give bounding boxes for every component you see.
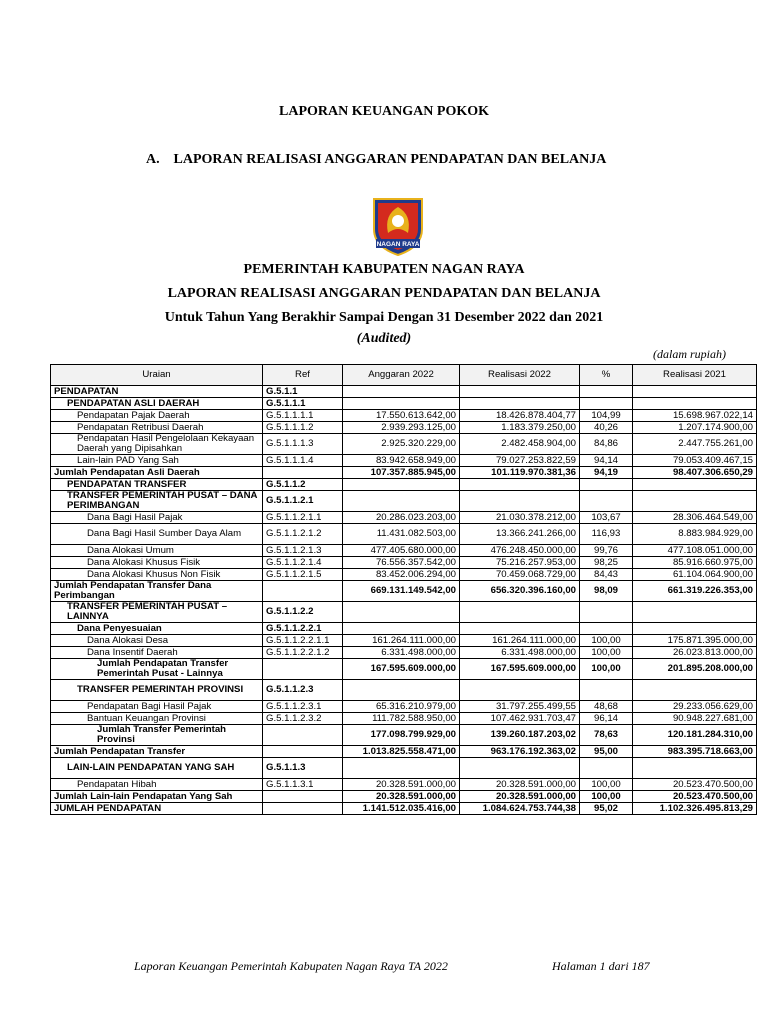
table-row	[51, 635, 757, 647]
table-row	[51, 410, 757, 422]
cell-ref: G.5.1.1.2.1.5	[263, 569, 343, 581]
cell-realisasi-2022: 963.176.192.363,02	[460, 746, 580, 758]
cell-uraian: TRANSFER PEMERINTAH PUSAT – DANA PERIMBANGAN	[51, 491, 263, 512]
cell-realisasi-2021: 661.319.226.353,00	[633, 581, 757, 602]
cell-realisasi-2022: 101.119.970.381,36	[460, 467, 580, 479]
table-row	[51, 467, 757, 479]
cell-realisasi-2021: 28.306.464.549,00	[633, 512, 757, 524]
cell-percent: 100,00	[580, 635, 633, 647]
cell-uraian: PENDAPATAN ASLI DAERAH	[51, 398, 263, 410]
cell-percent: 94,19	[580, 467, 633, 479]
cell-percent: 95,02	[580, 803, 633, 815]
table-row	[51, 557, 757, 569]
footer-text: Laporan Keuangan Pemerintah Kabupaten Nagan Raya TA 2022	[134, 959, 448, 973]
header-ref: Ref	[263, 365, 343, 386]
cell-ref	[263, 467, 343, 479]
cell-percent	[580, 623, 633, 635]
header-uraian: Uraian	[51, 365, 263, 386]
table-row	[51, 524, 757, 545]
cell-uraian: Dana Penyesuaian	[51, 623, 263, 635]
cell-percent: 48,68	[580, 701, 633, 713]
table-row	[51, 623, 757, 635]
cell-percent: 103,67	[580, 512, 633, 524]
cell-anggaran-2022: 11.431.082.503,00	[343, 524, 460, 545]
cell-ref: G.5.1.1.1.3	[263, 434, 343, 455]
cell-anggaran-2022: 65.316.210.979,00	[343, 701, 460, 713]
header-realisasi-2022: Realisasi 2022	[460, 365, 580, 386]
cell-percent: 100,00	[580, 791, 633, 803]
cell-ref: G.5.1.1.2.2.1	[263, 623, 343, 635]
cell-percent	[580, 758, 633, 779]
cell-percent: 95,00	[580, 746, 633, 758]
cell-uraian: Jumlah Pendapatan Transfer	[51, 746, 263, 758]
cell-realisasi-2022	[460, 758, 580, 779]
table-row	[51, 647, 757, 659]
cell-anggaran-2022: 83.942.658.949,00	[343, 455, 460, 467]
cell-realisasi-2022: 2.482.458.904,00	[460, 434, 580, 455]
cell-ref: G.5.1.1.2.1.2	[263, 524, 343, 545]
cell-percent: 94,14	[580, 455, 633, 467]
cell-anggaran-2022	[343, 479, 460, 491]
document-heading: LAPORAN KEUANGAN POKOK	[279, 104, 489, 119]
cell-uraian: Jumlah Lain-lain Pendapatan Yang Sah	[51, 791, 263, 803]
header-percent: %	[580, 365, 633, 386]
table-row	[51, 713, 757, 725]
table-body	[51, 386, 757, 815]
cell-uraian: JUMLAH PENDAPATAN	[51, 803, 263, 815]
report-period: Untuk Tahun Yang Berakhir Sampai Dengan 31 Desember 2022 dan 2021	[164, 310, 604, 325]
cell-realisasi-2022: 79.027.253.822,59	[460, 455, 580, 467]
cell-percent: 98,25	[580, 557, 633, 569]
cell-realisasi-2022: 1.183.379.250,00	[460, 422, 580, 434]
cell-anggaran-2022: 20.328.591.000,00	[343, 779, 460, 791]
table-row	[51, 398, 757, 410]
page-number: Halaman 1 dari 187	[552, 959, 650, 973]
table-row	[51, 803, 757, 815]
table-row	[51, 659, 757, 680]
cell-anggaran-2022: 111.782.588.950,00	[343, 713, 460, 725]
cell-realisasi-2022: 107.462.931.703,47	[460, 713, 580, 725]
table-row	[51, 581, 757, 602]
cell-ref: G.5.1.1.2.1.3	[263, 545, 343, 557]
cell-realisasi-2021	[633, 602, 757, 623]
cell-uraian: Lain-lain PAD Yang Sah	[51, 455, 263, 467]
cell-anggaran-2022: 6.331.498.000,00	[343, 647, 460, 659]
table-row	[51, 545, 757, 557]
cell-ref: G.5.1.1.1.1	[263, 410, 343, 422]
cell-anggaran-2022: 76.556.357.542,00	[343, 557, 460, 569]
table-row	[51, 725, 757, 746]
cell-ref	[263, 725, 343, 746]
cell-realisasi-2022: 70.459.068.729,00	[460, 569, 580, 581]
cell-uraian: Pendapatan Hasil Pengelolaan Kekayaan Daerah yang Dipisahkan	[51, 434, 263, 455]
cell-realisasi-2021	[633, 386, 757, 398]
cell-realisasi-2022	[460, 479, 580, 491]
table-row	[51, 602, 757, 623]
cell-percent: 98,09	[580, 581, 633, 602]
table-row	[51, 701, 757, 713]
cell-realisasi-2021: 15.698.967.022,14	[633, 410, 757, 422]
table-row	[51, 569, 757, 581]
cell-ref: G.5.1.1.2.2	[263, 602, 343, 623]
cell-percent	[580, 398, 633, 410]
cell-percent	[580, 602, 633, 623]
table-row	[51, 434, 757, 455]
cell-realisasi-2021: 20.523.470.500,00	[633, 791, 757, 803]
cell-realisasi-2022	[460, 491, 580, 512]
cell-uraian: LAIN-LAIN PENDAPATAN YANG SAH	[51, 758, 263, 779]
table-row	[51, 746, 757, 758]
table-row	[51, 455, 757, 467]
cell-ref: G.5.1.1.2	[263, 479, 343, 491]
table-row	[51, 479, 757, 491]
cell-realisasi-2022	[460, 623, 580, 635]
cell-realisasi-2021	[633, 491, 757, 512]
cell-ref: G.5.1.1.2.3.1	[263, 701, 343, 713]
cell-realisasi-2021: 477.108.051.000,00	[633, 545, 757, 557]
cell-realisasi-2022: 13.366.241.266,00	[460, 524, 580, 545]
cell-ref: G.5.1.1.3	[263, 758, 343, 779]
cell-uraian: Dana Bagi Hasil Sumber Daya Alam	[51, 524, 263, 545]
logo-text: NAGAN RAYA	[376, 241, 420, 248]
cell-percent: 100,00	[580, 659, 633, 680]
cell-percent	[580, 386, 633, 398]
cell-realisasi-2021	[633, 758, 757, 779]
section-number: A.	[146, 152, 160, 167]
cell-ref: G.5.1.1.1.2	[263, 422, 343, 434]
cell-ref: G.5.1.1.2.2.1.1	[263, 635, 343, 647]
cell-uraian: PENDAPATAN	[51, 386, 263, 398]
cell-realisasi-2021	[633, 680, 757, 701]
cell-realisasi-2021	[633, 398, 757, 410]
cell-uraian: Dana Insentif Daerah	[51, 647, 263, 659]
cell-realisasi-2021: 120.181.284.310,00	[633, 725, 757, 746]
cell-uraian: Dana Bagi Hasil Pajak	[51, 512, 263, 524]
cell-anggaran-2022	[343, 398, 460, 410]
cell-ref: G.5.1.1.2.1.4	[263, 557, 343, 569]
cell-anggaran-2022	[343, 680, 460, 701]
cell-uraian: Jumlah Pendapatan Transfer Dana Perimbangan	[51, 581, 263, 602]
cell-percent	[580, 680, 633, 701]
cell-anggaran-2022	[343, 491, 460, 512]
cell-realisasi-2022: 75.216.257.953,00	[460, 557, 580, 569]
cell-percent: 99,76	[580, 545, 633, 557]
cell-realisasi-2022	[460, 680, 580, 701]
cell-percent: 78,63	[580, 725, 633, 746]
cell-realisasi-2021: 79.053.409.467,15	[633, 455, 757, 467]
cell-ref: G.5.1.1.2.2.1.2	[263, 647, 343, 659]
cell-percent: 40,26	[580, 422, 633, 434]
table-row	[51, 491, 757, 512]
cell-realisasi-2022: 1.084.624.753.744,38	[460, 803, 580, 815]
cell-percent: 100,00	[580, 779, 633, 791]
currency-note: (dalam rupiah)	[653, 347, 726, 361]
cell-ref: G.5.1.1.2.1.1	[263, 512, 343, 524]
cell-realisasi-2021	[633, 623, 757, 635]
cell-percent	[580, 479, 633, 491]
cell-percent: 100,00	[580, 647, 633, 659]
cell-anggaran-2022: 1.141.512.035.416,00	[343, 803, 460, 815]
cell-percent: 84,86	[580, 434, 633, 455]
cell-anggaran-2022: 167.595.609.000,00	[343, 659, 460, 680]
cell-realisasi-2021: 1.207.174.900,00	[633, 422, 757, 434]
cell-realisasi-2021: 85.916.660.975,00	[633, 557, 757, 569]
table-row	[51, 758, 757, 779]
cell-uraian: Pendapatan Retribusi Daerah	[51, 422, 263, 434]
audited-label: (Audited)	[356, 331, 412, 346]
cell-uraian: Dana Alokasi Khusus Fisik	[51, 557, 263, 569]
cell-realisasi-2021: 8.883.984.929,00	[633, 524, 757, 545]
cell-realisasi-2022	[460, 602, 580, 623]
cell-realisasi-2021: 20.523.470.500,00	[633, 779, 757, 791]
cell-uraian: TRANSFER PEMERINTAH PUSAT – LAINNYA	[51, 602, 263, 623]
cell-ref: G.5.1.1.2.1	[263, 491, 343, 512]
cell-anggaran-2022: 20.328.591.000,00	[343, 791, 460, 803]
cell-ref	[263, 581, 343, 602]
cell-realisasi-2022: 6.331.498.000,00	[460, 647, 580, 659]
cell-anggaran-2022: 161.264.111.000,00	[343, 635, 460, 647]
header-anggaran-2022: Anggaran 2022	[343, 365, 460, 386]
cell-realisasi-2022: 31.797.255.499,55	[460, 701, 580, 713]
cell-anggaran-2022: 1.013.825.558.471,00	[343, 746, 460, 758]
cell-anggaran-2022: 107.357.885.945,00	[343, 467, 460, 479]
cell-ref	[263, 746, 343, 758]
cell-uraian: Dana Alokasi Khusus Non Fisik	[51, 569, 263, 581]
cell-ref: G.5.1.1.1	[263, 398, 343, 410]
cell-percent: 84,43	[580, 569, 633, 581]
cell-realisasi-2022: 139.260.187.203,02	[460, 725, 580, 746]
table-row	[51, 791, 757, 803]
cell-realisasi-2021	[633, 479, 757, 491]
cell-realisasi-2021: 61.104.064.900,00	[633, 569, 757, 581]
cell-realisasi-2021: 26.023.813.000,00	[633, 647, 757, 659]
cell-anggaran-2022: 20.286.023.203,00	[343, 512, 460, 524]
cell-uraian: Jumlah Pendapatan Transfer Pemerintah Pusat - Lainnya	[51, 659, 263, 680]
cell-ref: G.5.1.1.2.3.2	[263, 713, 343, 725]
cell-uraian: Pendapatan Pajak Daerah	[51, 410, 263, 422]
cell-realisasi-2022: 167.595.609.000,00	[460, 659, 580, 680]
cell-percent: 116,93	[580, 524, 633, 545]
cell-anggaran-2022: 177.098.799.929,00	[343, 725, 460, 746]
cell-ref	[263, 791, 343, 803]
table-row	[51, 386, 757, 398]
cell-realisasi-2022: 656.320.396.160,00	[460, 581, 580, 602]
header-realisasi-2021: Realisasi 2021	[633, 365, 757, 386]
cell-uraian: Jumlah Pendapatan Asli Daerah	[51, 467, 263, 479]
cell-realisasi-2021: 98.407.306.650,29	[633, 467, 757, 479]
cell-realisasi-2022: 18.426.878.404,77	[460, 410, 580, 422]
cell-realisasi-2022: 20.328.591.000,00	[460, 779, 580, 791]
cell-uraian: Jumlah Transfer Pemerintah Provinsi	[51, 725, 263, 746]
cell-anggaran-2022: 669.131.149.542,00	[343, 581, 460, 602]
cell-ref: G.5.1.1	[263, 386, 343, 398]
section-title: LAPORAN REALISASI ANGGARAN PENDAPATAN DAN BELANJA	[173, 152, 607, 167]
table-row	[51, 512, 757, 524]
cell-uraian: Pendapatan Hibah	[51, 779, 263, 791]
cell-realisasi-2021: 2.447.755.261,00	[633, 434, 757, 455]
cell-ref: G.5.1.1.2.3	[263, 680, 343, 701]
cell-realisasi-2022: 20.328.591.000,00	[460, 791, 580, 803]
cell-realisasi-2021: 201.895.208.000,00	[633, 659, 757, 680]
nagan-raya-emblem	[368, 195, 428, 257]
cell-anggaran-2022	[343, 602, 460, 623]
cell-uraian: PENDAPATAN TRANSFER	[51, 479, 263, 491]
cell-realisasi-2021: 983.395.718.663,00	[633, 746, 757, 758]
table-row	[51, 779, 757, 791]
cell-realisasi-2022: 476.248.450.000,00	[460, 545, 580, 557]
cell-realisasi-2022: 161.264.111.000,00	[460, 635, 580, 647]
report-title: LAPORAN REALISASI ANGGARAN PENDAPATAN DAN BELANJA	[167, 286, 601, 301]
revenue-realization-table	[50, 364, 757, 815]
cell-anggaran-2022: 2.939.293.125,00	[343, 422, 460, 434]
cell-anggaran-2022	[343, 386, 460, 398]
cell-anggaran-2022: 17.550.613.642,00	[343, 410, 460, 422]
cell-ref: G.5.1.1.3.1	[263, 779, 343, 791]
cell-anggaran-2022: 83.452.006.294,00	[343, 569, 460, 581]
cell-realisasi-2021: 1.102.326.495.813,29	[633, 803, 757, 815]
cell-ref	[263, 659, 343, 680]
cell-uraian: TRANSFER PEMERINTAH PROVINSI	[51, 680, 263, 701]
cell-anggaran-2022	[343, 758, 460, 779]
table-row	[51, 422, 757, 434]
cell-ref	[263, 803, 343, 815]
cell-realisasi-2022: 21.030.378.212,00	[460, 512, 580, 524]
cell-uraian: Dana Alokasi Desa	[51, 635, 263, 647]
cell-uraian: Dana Alokasi Umum	[51, 545, 263, 557]
cell-uraian: Bantuan Keuangan Provinsi	[51, 713, 263, 725]
cell-ref: G.5.1.1.1.4	[263, 455, 343, 467]
cell-percent	[580, 491, 633, 512]
table-row	[51, 680, 757, 701]
cell-percent: 104,99	[580, 410, 633, 422]
cell-anggaran-2022: 477.405.680.000,00	[343, 545, 460, 557]
section-heading	[146, 152, 606, 168]
cell-realisasi-2022	[460, 386, 580, 398]
cell-realisasi-2021: 175.871.395.000,00	[633, 635, 757, 647]
government-name: PEMERINTAH KABUPATEN NAGAN RAYA	[243, 262, 525, 277]
cell-percent: 96,14	[580, 713, 633, 725]
cell-anggaran-2022: 2.925.320.229,00	[343, 434, 460, 455]
cell-uraian: Pendapatan Bagi Hasil Pajak	[51, 701, 263, 713]
cell-anggaran-2022	[343, 623, 460, 635]
cell-realisasi-2021: 90.948.227.681,00	[633, 713, 757, 725]
table-header-row	[51, 365, 757, 386]
cell-realisasi-2022	[460, 398, 580, 410]
cell-realisasi-2021: 29.233.056.629,00	[633, 701, 757, 713]
